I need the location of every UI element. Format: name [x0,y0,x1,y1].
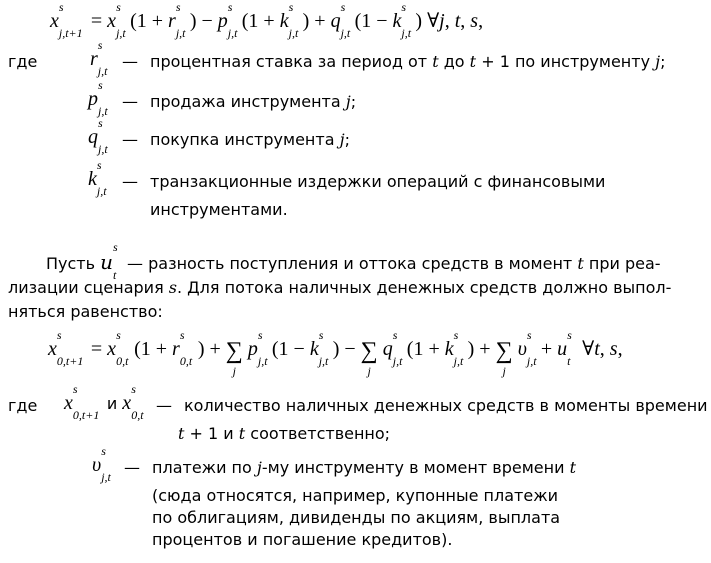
dash: — [122,130,138,149]
where-word-2: где [8,396,38,415]
dash: — [124,458,140,477]
symbol-x0: x s 0,t+1 и x s 0,t [64,382,144,422]
dash: — [122,172,138,191]
symbol-q: q s j,t [88,116,108,156]
where-word-1: где [8,52,38,71]
paragraph-line1: Пусть u s t — разность поступления и оттока средств в момент t при реа- [46,240,661,282]
definition-r: процентная ставка за период от t до t + 1 по инструменту j; [150,52,666,71]
symbol-p: p s j,t [88,78,108,118]
symbol-k: k s j,t [88,158,107,198]
paragraph-line2: лизации сценария s. Для потока наличных денежных средств должно выпол- [8,278,672,297]
dash: — [156,396,172,415]
definition-p: продажа инструмента j; [150,92,357,111]
dash: — [122,92,138,111]
definition-upsilon-line2: (сюда относятся, например, купонные платежи [152,486,559,505]
definition-q: покупка инструмента j; [150,130,350,149]
equation-2: x s 0,t+1 = x s 0,t (1 + r s 0,t ) + ∑ j p s j,t (1 − k s j,t ) − ∑ j q s j,t (1 + k s j,t ) + ∑ j υ s j,t + u s t ∀t, s, [48,328,623,378]
equation-1: x s j,t+1 = x s j,t (1 + r s j,t ) − p s j,t (1 + k s j,t ) + q s j,t (1 − k s j,t ) ∀j, t, s, [50,0,484,40]
symbol-upsilon: υ s j,t [92,444,111,484]
paragraph-line3: няться равенство: [8,302,163,321]
definition-upsilon: платежи по j-му инструменту в момент времени t [152,458,576,477]
dash: — [122,52,138,71]
definition-x0-line2: t + 1 и t соответственно; [178,424,391,443]
conjunction: и [106,394,118,413]
definition-x0: количество наличных денежных средств в моменты времени [184,396,708,415]
definition-upsilon-line3: по облигациям, дивиденды по акциям, выплата [152,508,561,527]
definition-k-line2: инструментами. [150,200,288,219]
definition-k: транзакционные издержки операций с финансовыми [150,172,606,191]
symbol-r: r s j,t [90,38,108,78]
definition-upsilon-line4: процентов и погашение кредитов). [152,530,453,549]
